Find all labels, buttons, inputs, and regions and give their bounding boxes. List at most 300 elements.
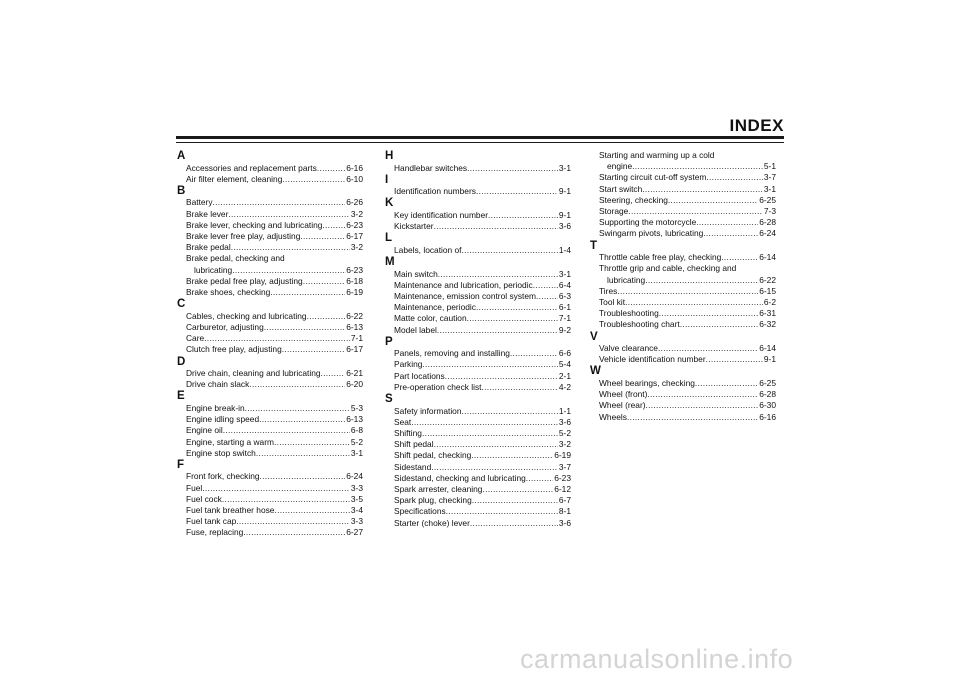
index-entry-page: 5-2 (558, 427, 571, 438)
index-entry-page: 7-1 (350, 333, 363, 344)
index-entry (385, 417, 571, 428)
dot-leader (488, 210, 558, 221)
dot-leader (470, 518, 558, 529)
index-letter-heading: B (177, 184, 186, 197)
index-entry (177, 163, 363, 174)
index-entry-text: Wheel bearings, checking (599, 377, 695, 388)
index-letter-heading: P (385, 335, 393, 348)
index-entry-page: 6-19 (554, 450, 571, 461)
dot-leader (437, 325, 558, 336)
index-entry-text: Brake lever, checking and lubricating (186, 219, 323, 230)
index-entry (590, 389, 776, 400)
index-entry (385, 245, 571, 256)
index-entry-page: 3-7 (763, 172, 776, 183)
index-entry-page: 6-16 (759, 411, 776, 422)
index-entry-page: 3-7 (558, 461, 571, 472)
index-entry-text: Cables, checking and lubricating (186, 310, 307, 321)
index-entry (177, 379, 363, 390)
dot-leader (438, 269, 558, 280)
index-letter-heading: T (590, 239, 598, 252)
index-entry (590, 217, 776, 228)
index-entry (590, 378, 776, 389)
index-entry-page: 6-25 (759, 377, 776, 388)
index-entry (385, 325, 571, 336)
dot-leader (228, 209, 350, 220)
index-entry-page: 6-13 (346, 321, 363, 332)
index-entry (385, 313, 571, 324)
index-entry-page: 6-3 (558, 290, 571, 301)
header-rule-thin (176, 142, 784, 143)
index-entry (177, 471, 363, 482)
index-entry-page: 6-17 (346, 344, 363, 355)
index-entry (177, 527, 363, 538)
index-entry-text: Part locations (394, 370, 445, 381)
index-entry (385, 371, 571, 382)
dot-leader (243, 527, 345, 538)
dot-leader (434, 439, 558, 450)
dot-leader (695, 378, 758, 389)
index-entry-page: 6-32 (759, 319, 776, 330)
dot-leader (223, 425, 350, 436)
index-entry-text: Storage (599, 206, 629, 217)
dot-leader (482, 484, 553, 495)
index-entry-page: 5-2 (350, 436, 363, 447)
index-entry-text: Sidestand, checking and lubricating (394, 472, 526, 483)
dot-leader (445, 371, 558, 382)
index-entry-text: Battery (186, 197, 213, 208)
index-entry-page: 9-2 (558, 324, 571, 335)
index-entry-page: 6-25 (759, 194, 776, 205)
dot-leader (703, 228, 758, 239)
index-entry (590, 195, 776, 206)
dot-leader (282, 344, 345, 355)
index-entry-text: Starting circuit cut-off system (599, 172, 707, 183)
dot-leader (260, 471, 346, 482)
index-entry-text: Model label (394, 324, 437, 335)
index-entry-text: Starter (choke) lever (394, 517, 470, 528)
index-entry (177, 209, 363, 220)
index-entry (385, 462, 571, 473)
dot-leader (434, 221, 558, 232)
index-entry-text: Drive chain slack (186, 379, 250, 390)
index-entry-text: Maintenance, emission control system (394, 290, 536, 301)
index-entry-text: Front fork, checking (186, 471, 260, 482)
dot-leader (696, 217, 758, 228)
index-entry-page: 6-27 (346, 527, 363, 538)
index-entry-page: 3-3 (350, 516, 363, 527)
index-entry-text: Troubleshooting chart (599, 319, 680, 330)
index-entry-text: Tool kit (599, 296, 626, 307)
index-entry (177, 322, 363, 333)
index-entry (590, 319, 776, 330)
index-entry-text: Fuse, replacing (186, 527, 244, 538)
index-entry-page: 6-17 (346, 231, 363, 242)
index-entry (177, 174, 363, 185)
index-entry-text: Brake lever free play, adjusting (186, 231, 301, 242)
index-entry (177, 368, 363, 379)
index-entry-page: 6-19 (346, 287, 363, 298)
dot-leader (264, 322, 345, 333)
index-entry (590, 263, 776, 285)
index-entry (590, 172, 776, 183)
dot-leader (467, 313, 558, 324)
index-entry-page: 6-30 (759, 400, 776, 411)
index-entry-text: Tires (599, 285, 618, 296)
index-entry (385, 506, 571, 517)
index-entry (385, 428, 571, 439)
header-rule-thick (176, 136, 784, 139)
index-entry-page: 5-4 (558, 359, 571, 370)
index-entry (177, 253, 363, 275)
dot-leader (431, 462, 558, 473)
index-entry-text: Identification numbers (394, 186, 476, 197)
index-entry-text: Start switch (599, 183, 643, 194)
index-entry (177, 220, 363, 231)
index-entry-page: 6-22 (759, 274, 776, 285)
index-entry-text: Drive chain, cleaning and lubricating (186, 368, 321, 379)
index-entry-page: 6-4 (558, 279, 571, 290)
dot-leader (642, 184, 763, 195)
index-entry-page: 3-6 (558, 416, 571, 427)
index-entry-text-continued: lubricating (194, 264, 233, 275)
index-entry-text: Engine break-in (186, 402, 245, 413)
index-entry-page: 3-2 (350, 242, 363, 253)
dot-leader (321, 368, 346, 379)
index-letter-heading: A (177, 150, 186, 162)
index-entry-page: 6-26 (346, 197, 363, 208)
index-entry-page: 6-13 (346, 414, 363, 425)
index-entry-text: Clutch free play, adjusting (186, 344, 282, 355)
index-entry (385, 495, 571, 506)
index-letter-heading: S (385, 393, 393, 406)
index-entry (177, 505, 363, 516)
index-entry-page: 6-23 (346, 219, 363, 230)
index-entry (385, 518, 571, 529)
index-letter-heading: V (590, 330, 598, 343)
index-entry-page: 3-1 (350, 447, 363, 458)
index-entry (385, 473, 571, 484)
index-entry-text: Engine stop switch (186, 447, 256, 458)
index-letter-heading: D (177, 355, 186, 368)
index-entry-page: 4-2 (558, 381, 571, 392)
index-entry (385, 382, 571, 393)
dot-leader (658, 343, 758, 354)
dot-leader (274, 437, 350, 448)
index-entry (590, 228, 776, 239)
index-entry-text-continued: lubricating (607, 274, 646, 285)
index-entry (385, 348, 571, 359)
index-entry-text: Wheel (front) (599, 389, 648, 400)
index-entry (590, 206, 776, 217)
index-entry-page: 3-2 (350, 208, 363, 219)
index-entry-page: 6-31 (759, 308, 776, 319)
index-entry (177, 287, 363, 298)
index-entry (385, 291, 571, 302)
dot-leader (526, 473, 553, 484)
index-entry-text: Throttle cable free play, checking (599, 252, 722, 263)
dot-leader (317, 163, 345, 174)
index-entry (177, 242, 363, 253)
index-entry-text: Brake pedal free play, adjusting (186, 275, 303, 286)
index-entry (590, 184, 776, 195)
index-entry-page: 9-1 (558, 209, 571, 220)
dot-leader (628, 206, 763, 217)
index-letter-heading: C (177, 298, 186, 311)
dot-leader (245, 403, 350, 414)
index-entry-text: Pre-operation check list (394, 381, 482, 392)
page-title: INDEX (729, 116, 784, 135)
index-entry-page: 3-1 (558, 268, 571, 279)
index-entry-page: 8-1 (558, 506, 571, 517)
index-entry-text: Specifications (394, 506, 446, 517)
index-entry (385, 186, 571, 197)
index-letter-heading: K (385, 197, 394, 210)
index-entry-text: Fuel tank breather hose (186, 505, 275, 516)
index-entry-text: Seat (394, 416, 412, 427)
index-entry-text: Maintenance and lubrication, periodic (394, 279, 533, 290)
dot-leader (467, 163, 558, 174)
index-letter-heading: W (590, 365, 601, 378)
index-entry-text: Throttle grip and cable, checking and (599, 263, 737, 274)
dot-leader (647, 389, 758, 400)
dot-leader (270, 287, 345, 298)
dot-leader (680, 319, 759, 330)
dot-leader (482, 382, 558, 393)
index-entry-page: 6-18 (346, 275, 363, 286)
index-letter-heading: M (385, 256, 395, 269)
dot-leader (303, 276, 346, 287)
index-entry (385, 484, 571, 495)
dot-leader (232, 265, 346, 276)
index-entry-page: 6-21 (346, 368, 363, 379)
index-entry (177, 197, 363, 208)
index-entry-page: 6-24 (759, 228, 776, 239)
index-entry-page: 9-1 (558, 186, 571, 197)
index-letter-heading: F (177, 458, 185, 471)
dot-leader (533, 280, 558, 291)
index-entry-page: 3-6 (558, 221, 571, 232)
dot-leader (627, 412, 758, 423)
index-entry-page: 5-1 (763, 161, 776, 172)
index-entry (177, 425, 363, 436)
index-entry-page: 9-1 (763, 354, 776, 365)
index-entry-text: Brake pedal, checking and (186, 253, 285, 264)
index-entry-text: Starting and warming up a cold (599, 150, 715, 160)
index-entry-page: 7-1 (558, 313, 571, 324)
index-entry-page: 6-12 (554, 483, 571, 494)
index-entry-page: 6-28 (759, 217, 776, 228)
index-entry-text-continued: engine (607, 161, 633, 172)
index-entry-text: Sidestand (394, 461, 432, 472)
index-entry-text: Wheels (599, 411, 627, 422)
index-entry (177, 414, 363, 425)
dot-leader (231, 242, 350, 253)
index-entry-text: Carburetor, adjusting (186, 321, 264, 332)
index-entry (590, 400, 776, 411)
index-entry-page: 6-20 (346, 379, 363, 390)
index-entry-text: Engine, starting a warm (186, 436, 274, 447)
index-entry-page: 6-23 (554, 472, 571, 483)
index-entry (177, 333, 363, 344)
index-entry-page: 6-8 (350, 425, 363, 436)
index-entry-page: 3-4 (350, 505, 363, 516)
dot-leader (462, 406, 558, 417)
index-entry-page: 1-4 (558, 244, 571, 255)
index-entry-page: 2-1 (558, 370, 571, 381)
index-entry-text: Air filter element, cleaning (186, 173, 283, 184)
index-entry-text: Brake shoes, checking (186, 287, 271, 298)
index-letter-heading: L (385, 232, 393, 245)
index-entry-page: 6-14 (759, 252, 776, 263)
index-entry-text: Care (186, 333, 205, 344)
index-entry-page: 3-5 (350, 493, 363, 504)
dot-leader (510, 348, 558, 359)
dot-leader (706, 172, 763, 183)
index-entry (385, 163, 571, 174)
index-entry-text: Engine oil (186, 425, 223, 436)
dot-leader (645, 275, 759, 286)
dot-leader (471, 450, 553, 461)
index-entry (590, 343, 776, 354)
index-entry (590, 354, 776, 365)
index-entry (385, 280, 571, 291)
index-entry-text: Accessories and replacement parts (186, 162, 317, 173)
index-entry-page: 1-1 (558, 405, 571, 416)
dot-leader (411, 417, 558, 428)
index-entry (177, 494, 363, 505)
index-entry-page: 6-14 (759, 343, 776, 354)
index-entry-page: 3-6 (558, 517, 571, 528)
dot-leader (536, 291, 558, 302)
dot-leader (222, 494, 350, 505)
index-entry-page: 3-3 (350, 482, 363, 493)
index-entry-text: Engine idling speed (186, 414, 260, 425)
dot-leader (422, 428, 558, 439)
index-entry-text: Fuel tank cap (186, 516, 237, 527)
index-entry (590, 308, 776, 319)
index-entry (590, 150, 776, 172)
index-entry-text: Safety information (394, 405, 462, 416)
index-entry-text: Wheel (rear) (599, 400, 646, 411)
index-entry-text: Fuel cock (186, 493, 222, 504)
dot-leader (204, 333, 350, 344)
index-entry-page: 6-10 (346, 173, 363, 184)
index-column-3 (590, 150, 776, 423)
index-entry (385, 450, 571, 461)
dot-leader (476, 186, 558, 197)
dot-leader (632, 161, 764, 172)
index-entry-page: 7-3 (763, 206, 776, 217)
dot-leader (307, 311, 346, 322)
dot-leader (446, 506, 558, 517)
dot-leader (462, 245, 558, 256)
index-entry-page: 6-2 (763, 296, 776, 307)
index-entry (385, 406, 571, 417)
dot-leader (322, 220, 345, 231)
index-entry-text: Shifting (394, 427, 422, 438)
index-entry (177, 276, 363, 287)
index-entry (177, 344, 363, 355)
dot-leader (274, 505, 349, 516)
dot-leader (625, 297, 763, 308)
index-entry-text: Matte color, caution (394, 313, 467, 324)
index-entry-text: Steering, checking (599, 194, 668, 205)
dot-leader (659, 308, 758, 319)
index-entry (385, 221, 571, 232)
index-entry-text: Brake lever (186, 208, 229, 219)
index-entry-text: Spark plug, checking (394, 495, 472, 506)
dot-leader (668, 195, 758, 206)
index-entry-text: Parking (394, 359, 423, 370)
index-entry (385, 359, 571, 370)
dot-leader (236, 516, 350, 527)
index-entry-page: 6-28 (759, 389, 776, 400)
index-entry-page: 6-22 (346, 310, 363, 321)
watermark: carmanualsonline.info (520, 644, 794, 674)
dot-leader (282, 174, 345, 185)
index-entry (385, 439, 571, 450)
dot-leader (422, 359, 557, 370)
index-entry-text: Shift pedal (394, 439, 434, 450)
index-entry-text: Maintenance, periodic (394, 302, 476, 313)
dot-leader (706, 354, 763, 365)
index-entry-text: Valve clearance (599, 343, 658, 354)
index-entry-text: Brake pedal (186, 242, 231, 253)
index-letter-heading: I (385, 173, 389, 186)
index-column-1 (177, 150, 363, 539)
dot-leader (476, 302, 558, 313)
dot-leader (300, 231, 345, 242)
index-entry (590, 286, 776, 297)
index-entry-text: Vehicle identification number (599, 354, 706, 365)
index-entry-page: 3-1 (763, 183, 776, 194)
index-entry (177, 311, 363, 322)
index-entry (177, 403, 363, 414)
index-entry (590, 252, 776, 263)
index-entry-page: 3-1 (558, 162, 571, 173)
index-entry-page: 6-24 (346, 471, 363, 482)
index-column-2 (385, 150, 571, 529)
index-entry (385, 302, 571, 313)
index-entry (177, 483, 363, 494)
index-entry-page: 5-3 (350, 402, 363, 413)
index-entry-page: 6-1 (558, 302, 571, 313)
index-entry-page: 6-23 (346, 264, 363, 275)
index-entry-text: Main switch (394, 268, 438, 279)
dot-leader (472, 495, 558, 506)
index-entry-text: Key identification number (394, 209, 489, 220)
index-entry (177, 231, 363, 242)
index-entry-text: Labels, location of (394, 244, 462, 255)
index-entry (590, 412, 776, 423)
index-entry-text: Fuel (186, 482, 203, 493)
index-entry-text: Troubleshooting (599, 308, 659, 319)
index-entry-text: Shift pedal, checking (394, 450, 472, 461)
index-entry (385, 269, 571, 280)
dot-leader (617, 286, 758, 297)
index-entry-page: 6-16 (346, 162, 363, 173)
index-entry-text: Kickstarter (394, 221, 434, 232)
dot-leader (256, 448, 350, 459)
dot-leader (259, 414, 345, 425)
dot-leader (202, 483, 350, 494)
index-entry (177, 516, 363, 527)
index-entry (590, 297, 776, 308)
index-entry-text: Handlebar switches (394, 162, 468, 173)
index-entry-text: Spark arrester, cleaning (394, 483, 483, 494)
index-letter-heading: H (385, 150, 394, 162)
index-entry (177, 448, 363, 459)
